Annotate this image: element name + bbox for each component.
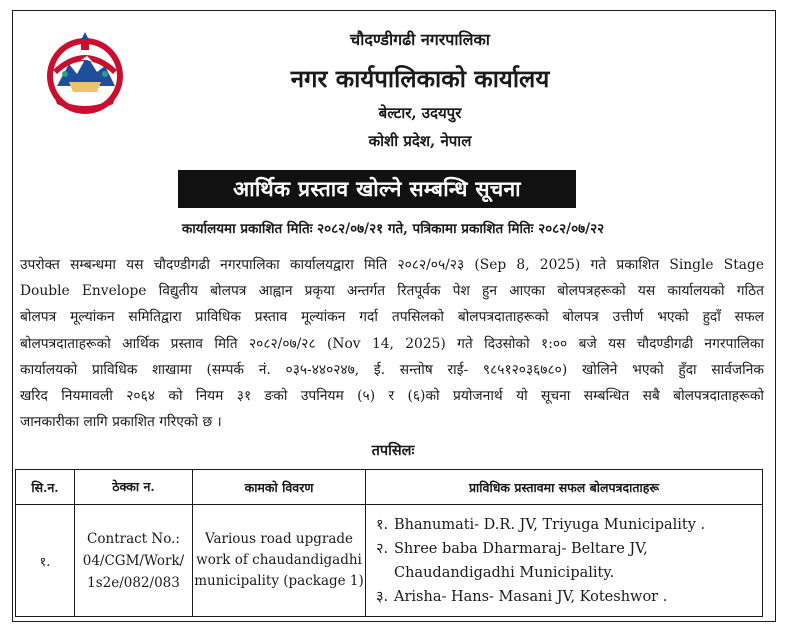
nepal-emblem-icon bbox=[35, 30, 135, 116]
bidder-number: ३. bbox=[376, 588, 389, 605]
bidder-item bbox=[376, 537, 752, 585]
cell-contract bbox=[75, 505, 193, 617]
contract-line: 04/CGM/Work/ bbox=[82, 552, 185, 569]
office-location: बेल्टार, उदयपुर bbox=[378, 104, 462, 122]
body-line: बोलपत्र मूल्यांकन समितिद्वारा प्राविधिक प्रस्ताव मूल्यांकन गर्दा तपसिलको बोलपत्रदाताहरूको बोलपत्र उत्तीर्ण भएको हुदाँ सफल bbox=[20, 309, 764, 326]
col-contract: ठेक्का न. bbox=[75, 470, 193, 505]
body-line: खरिद नियमावली २०६४ को नियम ३१ ङको उपनियम (५) र (६)को प्रयोजनार्थ यो सूचना सम्बन्धित सबै बोलपत्रदाताहरूको bbox=[20, 388, 764, 405]
bidder-name-line: Shree baba Dharmaraj- Beltare JV, bbox=[394, 540, 648, 557]
body-line: कार्यालयको प्राविधिक शाखामा (सम्पर्क नं. ०३५-४४०२४७, ई. सन्तोष राई- ९८५१२०३६७८०) खोलिने भएको हुँदा सार्वजनिक bbox=[20, 361, 764, 378]
bidder-item bbox=[376, 585, 752, 609]
publication-dates: कार्यालयमा प्रकाशित मितिः २०८२/०७/२१ गते, पत्रिकामा प्रकाशित मितिः २०८२/०७/२२ bbox=[181, 221, 605, 237]
description-line: work of chaudandigadhi bbox=[196, 552, 362, 568]
description-line: Various road upgrade bbox=[204, 531, 354, 547]
contract-line: 1s2e/082/083 bbox=[87, 574, 180, 591]
cell-bidders bbox=[366, 505, 763, 617]
col-description: कामको विवरण bbox=[193, 470, 366, 505]
bidder-name: Bhanumati- D.R. JV, Triyuga Municipality . bbox=[394, 516, 706, 533]
bidder-item bbox=[376, 513, 752, 537]
cell-serial: १. bbox=[16, 505, 75, 617]
details-heading: तपसिलः bbox=[371, 442, 415, 459]
bidder-name bbox=[394, 537, 648, 585]
office-name: नगर कार्यपालिकाको कार्यालय bbox=[290, 64, 550, 93]
bidder-name-line: Chaudandigadhi Municipality. bbox=[394, 564, 615, 581]
table-header-row bbox=[16, 470, 763, 505]
cell-description bbox=[193, 505, 366, 617]
bidder-number: १. bbox=[376, 516, 389, 533]
description-line: municipality (package 1) bbox=[194, 573, 364, 589]
notice-body bbox=[20, 252, 764, 435]
contract-line: Contract No.: bbox=[87, 530, 180, 547]
bidders-table bbox=[15, 469, 763, 617]
municipality-name: चौदण्डीगढी नगरपालिका bbox=[350, 30, 490, 49]
bidder-name: Arisha- Hans- Masani JV, Koteshwor . bbox=[394, 588, 668, 605]
col-bidders: प्राविधिक प्रस्तावमा सफल बोलपत्रदाताहरू bbox=[366, 470, 763, 505]
body-line: जानकारीका लागि प्रकाशित गरिएको छ । bbox=[20, 414, 222, 431]
body-line: उपरोक्त सम्बन्धमा यस चौदण्डीगढी नगरपालिका कार्यालयद्वारा मिति २०८२/०५/२३ (Sep 8, 2025) गते प्रकाशित Single Stage bbox=[20, 257, 764, 273]
bidder-number: २. bbox=[376, 540, 389, 557]
body-line: बोलपत्रदाताहरूको आर्थिक प्रस्ताव मिति २०८२/०७/२८ (Nov 14, 2025) गते दिउसोको १:०० बजे यस चौदण्डीगढी नगरपालिका bbox=[20, 335, 764, 352]
col-serial: सि.न. bbox=[16, 470, 75, 505]
table-row bbox=[16, 505, 763, 617]
body-line: Double Envelope विद्युतीय बोलपत्र आह्वान प्रकृया अन्तर्गत रितपूर्वक पेश हुन आएका बोलपत्रहरूको यस कार्यालयको गठित bbox=[20, 283, 764, 300]
notice-title-banner: आर्थिक प्रस्ताव खोल्ने सम्बन्धि सूचना bbox=[178, 170, 576, 208]
office-province: कोशी प्रदेश, नेपाल bbox=[368, 132, 472, 150]
